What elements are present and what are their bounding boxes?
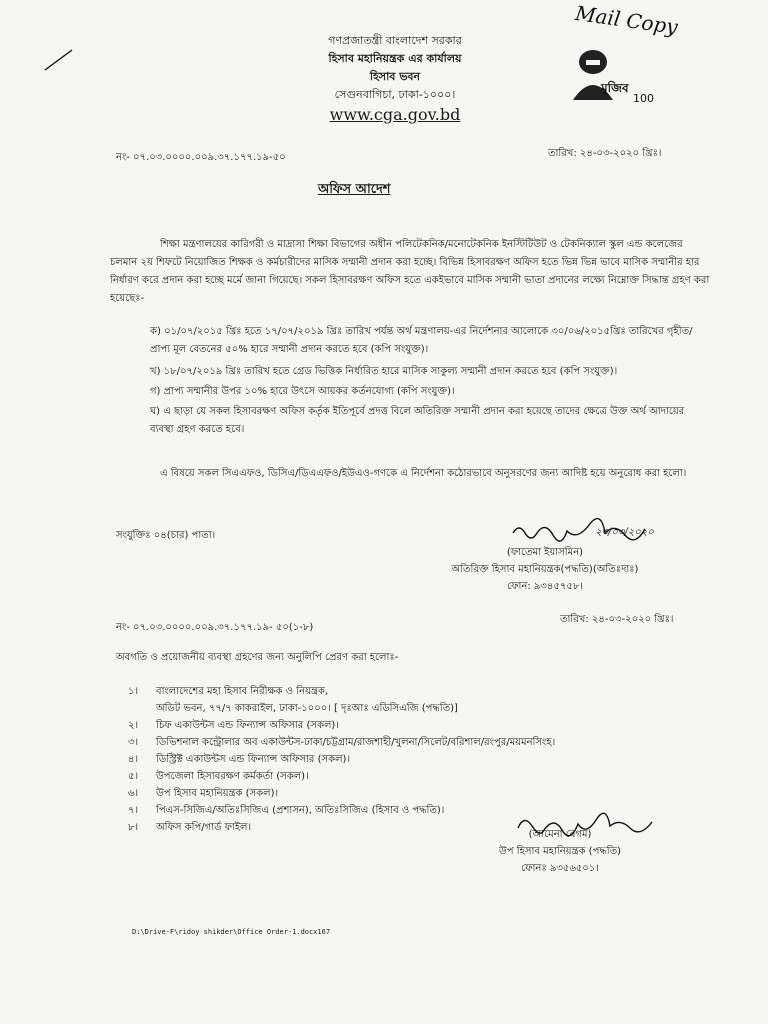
mail-copy-annotation: Mail Copy [573,0,680,40]
list-item: ৫। উপজেলা হিসাবরক্ষণ কর্মকর্তা (সকল)। [128,771,309,782]
list-item: ২। চিফ একাউন্টস এন্ড ফিন্যান্স অফিসার (সকল)। [128,720,339,731]
decision-item: ক) ০১/০৭/২০১৫ খ্রিঃ হতে ১৭/০৭/২০১৯ খ্রিঃ তারিখ পর্যন্ত অর্থ মন্ত্রণালয়-এর নির্দেশনার আলোকে ৩০/০৬/২০১৫খ্রিঃ তারিখের গৃহীত/প্রাপ্য মূল বেতনের ৫০% হারে সম্মানী প্রদান করতে হবে (কপি সংযুক্ত)। [150,326,693,355]
list-item: ১। বাংলাদেশের মহা হিসাব নিরীক্ষক ও নিয়ন্ত্রক, অডিট ভবন, ৭৭/৭ কাকরাইল, ঢাকা-১০০০। [ দৃঃআঃ এডিসিএজি (পদ্ধতি)] [128,686,458,714]
website-link[interactable]: www.cga.gov.bd [329,105,461,124]
address: সেগুনবাগিচা, ঢাকা-১০০০। [334,88,456,101]
pen-mark [40,40,80,80]
memo-number-copy: নং- ০৭.০৩.০০০০.০০৯.৩৭.১৭৭.১৯- ৫০(১-৮) [116,622,314,633]
document-title: অফিস আদেশ [318,182,391,197]
file-path-footer: D:\Drive-F\ridoy shikder\Office Order-1.docx167 [132,928,331,936]
govt-name: গণপ্রজাতন্ত্রী বাংলাদেশ সরকার [328,34,462,47]
attachment-note: সংযুক্তিঃ ০৪(চার) পাতা। [116,530,216,541]
list-item: ৬। উপ হিসাব মহানিয়ন্ত্রক (সকল)। [128,788,279,799]
decision-list [150,323,710,439]
signatory-2-phone: ফোনঃ ৯৩৫৬৫০১। [521,863,599,874]
body-paragraph: শিক্ষা মন্ত্রণালয়ের কারিগরী ও মাদ্রাসা শিক্ষা বিভাগের অধীন পলিটেকনিক/মনোটেকনিক ইনস্টিটিউট ও টেকনিক্যাল স্কুল এন্ড কলেজের চলমান ২য় শিফটে নিয়োজিত শিক্ষক ও কর্মচারীদের মাসিক সম্মানী প্রদান করা হচ্ছে। বিভিন্ন হিসাবরক্ষণ অফিস হতে ভিন্ন ভিন্ন ভাবে মাসিক সম্মানীর হার নির্ধারণ করে প্রদান করা হচ্ছে মর্মে জানা গিয়েছে। সকল হিসাবরক্ষণ অফিস হতে একইভাবে মাসিক সম্মানী ভাতা প্রদানের লক্ষ্যে নিম্নোক্ত সিদ্ধান্ত গ্রহণ করা হয়েছেঃ- [110,239,710,304]
office-name: হিসাব মহানিয়ন্ত্রক এর কার্যালয় [328,52,462,65]
memo-number: নং- ০৭.০৩.০০০০.০০৯.৩৭.১৭৭.১৯-৫০ [116,152,286,163]
memo-date: তারিখ: ২৪-০৩-২০২০ খ্রিঃ। [548,148,662,159]
decision-item: গ) প্রাপ্য সম্মানীর উপর ১০% হারে উৎসে আয়কর কর্তনযোগ্য (কপি সংযুক্ত)। [150,386,455,397]
letterhead [230,32,560,124]
signatory-2-name: (আমেনা বেগম) [528,829,592,840]
list-item: ৩। ডিভিশনাল কন্ট্রোলার অব একাউন্টস-ঢাকা/চট্টগ্রাম/রাজশাহী/খুলনা/সিলেট/বরিশাল/রংপুর/ময়মনসিংহ। [128,737,556,748]
decision-item: ঘ) এ ছাড়া যে সকল হিসাবরক্ষণ অফিস কর্তৃক ইতিপূর্বে প্রদত্ত বিলে অতিরিক্ত সম্মানী প্রদান করা হয়েছে তাদের ক্ষেত্রে উক্ত অর্থ আদায়ের ব্যবস্থা গ্রহণ করতে হবে। [150,406,685,435]
memo-date-copy: তারিখ: ২৪-০৩-২০২০ খ্রিঃ। [560,614,674,625]
closing-paragraph: এ বিষয়ে সকল সিএএফও, ডিসিএ/ডিএএফও/ইউএও-গণকে এ নির্দেশনা কঠোরভাবে অনুসরণের জন্য আদিষ্ট হয়ে অনুরোধ করা হলো। [160,468,687,479]
signature-block-2 [470,826,650,877]
signatory-title: অতিরিক্ত হিসাব মহানিয়ন্ত্রক(পদ্ধতি)(অতিঃদাঃ) [451,564,639,575]
decision-item: খ) ১৮/০৭/২০১৯ খ্রিঃ তারিখ হতে গ্রেড ভিত্তিক নির্ধারিত হারে মাসিক সাকুল্য সম্মানী প্রদান করতে হবে (কপি সংযুক্ত)। [150,366,618,377]
logo-number: 100 [633,92,654,105]
signatory-phone: ফোন: ৯৩৪৫৭৫৮। [507,581,583,592]
signature-1-date: ২৩/০৩/২০২০ [595,527,654,538]
mujib-100-logo [553,40,663,105]
signatory-2-title: উপ হিসাব মহানিয়ন্ত্রক (পদ্ধতি) [499,846,621,857]
list-item: ৭। পিএস-সিজিএ/অতিঃসিজিএ (প্রশাসন), অতিঃসিজিএ (হিসাব ও পদ্ধতি)। [128,805,445,816]
list-item: ৮। অফিস কপি/গার্ড ফাইল। [128,822,252,833]
signature-block-1 [430,544,660,595]
signatory-name: (ফাতেমা ইয়াসমিন) [506,547,584,558]
list-item: ৪। ডিস্ট্রিক্ট একাউন্টস এন্ড ফিন্যান্স অফিসার (সকল)। [128,754,351,765]
logo-text: মুজিব [601,81,629,95]
distribution-intro: অবগতি ও প্রয়োজনীয় ব্যবস্থা গ্রহণের জন্য অনুলিপি প্রেরণ করা হলোঃ- [116,652,399,663]
building-name: হিসাব ভবন [369,70,421,83]
